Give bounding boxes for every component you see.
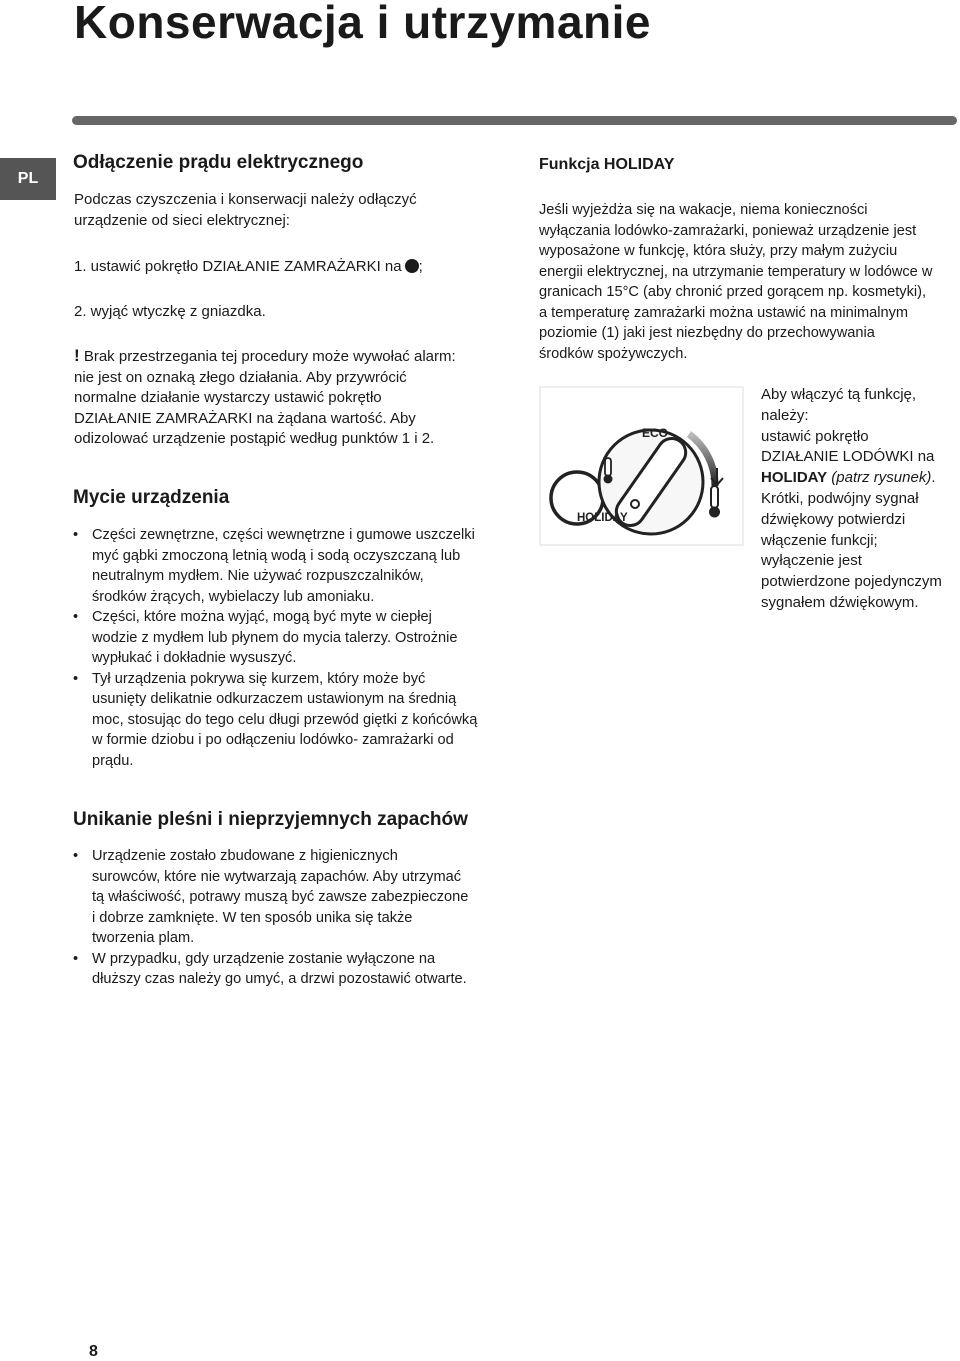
bullet-icon: • <box>73 848 79 864</box>
holiday-body <box>539 200 959 364</box>
bullet-icon: • <box>73 670 79 687</box>
warning-line: Brak przestrzegania tej procedury może wywołać alarm: <box>79 348 456 365</box>
header-rule <box>72 116 957 125</box>
list-item-line: Części zewnętrzne, części wewnętrzne i gumowe uszczelki <box>92 527 475 543</box>
bullet-icon: • <box>73 527 79 543</box>
holiday-body-line: Jeśli wyjeżdża się na wakacje, niema konieczności <box>539 202 868 218</box>
figure-reference: (patrz rysunek) <box>831 469 932 487</box>
holiday-body-line: środków spożywczych. <box>539 345 688 362</box>
warning-line: odizolować urządzenie postąpić według punktów 1 i 2. <box>74 430 435 447</box>
power-intro-line: Podczas czyszczenia i konserwacji należy odłączyć <box>74 191 417 208</box>
section-heading-power: Odłączenie prądu elektrycznego <box>73 152 364 173</box>
side-text-line: Aby włączyć tą funkcję, <box>761 386 917 403</box>
side-text-punct: . <box>931 469 936 487</box>
section-heading-cleaning: Mycie urządzenia <box>73 487 230 508</box>
list-item-line: wodzie z mydłem lub płynem do mycia talerzy. Ostrożnie <box>92 629 458 646</box>
page-number: 8 <box>89 1343 98 1360</box>
side-text-line: potwierdzone pojedynczym <box>761 573 942 591</box>
list-item-line: i dobrze zamknięte. W ten sposób unika się także <box>92 909 413 926</box>
side-text-line: włączenie funkcji; <box>761 531 878 549</box>
holiday-dial-figure <box>539 386 744 546</box>
mould-list <box>73 846 513 990</box>
list-item-line: w formie dziobu i po odłączeniu lodówko- zamrażarki od <box>92 732 454 748</box>
holiday-body-line: a temperaturę zamrażarki można ustawić na minimalnym <box>539 304 909 321</box>
list-item-line: Tył urządzenia pokrywa się kurzem, który może być <box>92 670 426 687</box>
eco-label: ECO <box>642 426 669 440</box>
list-item <box>73 949 513 990</box>
side-text-line: należy: <box>761 406 809 424</box>
list-item-line: dłuższy czas należy go umyć, a drzwi pozostawić otwarte. <box>92 971 467 987</box>
holiday-bold: HOLIDAY <box>761 469 828 487</box>
warning-line: DZIAŁANIE ZAMRAŻARKI na żądana wartość. Aby <box>74 409 416 427</box>
list-item-line: moc, stosując do tego celu długi przewód giętki z końcówką <box>92 711 478 728</box>
section-heading-mould: Unikanie pleśni i nieprzyjemnych zapachów <box>73 809 468 830</box>
power-warning <box>74 346 504 450</box>
list-item <box>73 669 503 772</box>
list-item-line: wypłukać i dokładnie wysuszyć. <box>92 650 297 666</box>
holiday-body-line: poziomie (1) jaki jest niezbędny do przechowywania <box>539 325 875 341</box>
holiday-body-line: wyposażone w funkcję, która służy, przy małym zużyciu <box>539 243 898 259</box>
list-item-line: myć gąbki zmoczoną letnią wodą i sodą oczyszczaną lub <box>92 547 461 564</box>
power-step-1-end: ; <box>418 258 423 275</box>
list-item-line: Urządzenie zostało zbudowane z higienicznych <box>92 848 398 864</box>
warning-mark-icon: ! <box>74 346 80 365</box>
power-intro-line: urządzenie od sieci elektrycznej: <box>74 211 290 229</box>
list-item-line: środków żrących, wybielaczy lub amoniaku. <box>92 588 375 605</box>
side-text-line: DZIAŁANIE LODÓWKI na <box>761 448 935 466</box>
power-step-2: 2. wyjąć wtyczkę z gniazdka. <box>74 303 266 320</box>
warning-line: nie jest on oznaką złego działania. Aby przywrócić <box>74 368 407 386</box>
holiday-side-text <box>761 385 960 614</box>
list-item <box>73 525 503 607</box>
holiday-label: HOLIDAY <box>577 512 628 524</box>
thermometer-icon <box>709 486 720 518</box>
page-title: Konserwacja i utrzymanie <box>74 0 651 48</box>
dial-icon <box>539 386 744 546</box>
section-heading-holiday: Funkcja HOLIDAY <box>539 156 675 173</box>
list-item-line: W przypadku, gdy urządzenie zostanie wyłączone na <box>92 950 436 967</box>
bullet-icon: • <box>73 609 79 625</box>
side-text-line: Krótki, podwójny sygnał <box>761 489 919 507</box>
holiday-body-line: energii elektrycznej, na utrzymanie temperatury w lodówce w <box>539 263 933 280</box>
list-item <box>73 607 503 669</box>
list-item-line: Części, które można wyjąć, mogą być myte w ciepłej <box>92 609 432 625</box>
holiday-body-line: granicach 15°C (aby chronić przed gorącem np. kosmetyki), <box>539 284 927 300</box>
list-item-line: prądu. <box>92 752 134 769</box>
list-item-line: surowców, które nie wytwarzają zapachów. Aby utrzymać <box>92 868 462 885</box>
list-item-line: usunięty delikatnie odkurzaczem ustawionym na średnią <box>92 691 457 707</box>
filled-circle-icon <box>405 259 419 273</box>
side-text-line <box>761 468 960 489</box>
side-text-line: sygnałem dźwiękowym. <box>761 593 919 611</box>
power-step-1-text: 1. ustawić pokrętło DZIAŁANIE ZAMRAŻARKI na <box>74 258 402 275</box>
power-step-1 <box>74 257 494 278</box>
bullet-icon: • <box>73 950 79 967</box>
warning-line: normalne działanie wystarczy ustawić pokrętło <box>74 389 382 406</box>
cleaning-list <box>73 525 503 771</box>
power-intro <box>74 190 494 231</box>
list-item-line: tą właściwość, potrawy muszą być zawsze zabezpieczone <box>92 889 469 905</box>
list-item-line: tworzenia plam. <box>92 930 195 946</box>
side-text-line: dźwiękowy potwierdzi <box>761 510 906 528</box>
side-text-line: wyłączenie jest <box>761 552 862 570</box>
list-item-line: neutralnym mydłem. Nie używać rozpuszczalników, <box>92 568 424 584</box>
holiday-body-line: wyłączania lodówko-zamrażarki, ponieważ urządzenie jest <box>539 222 917 239</box>
side-text-line: ustawić pokrętło <box>761 427 869 445</box>
list-item <box>73 846 513 949</box>
language-tab: PL <box>0 158 56 200</box>
